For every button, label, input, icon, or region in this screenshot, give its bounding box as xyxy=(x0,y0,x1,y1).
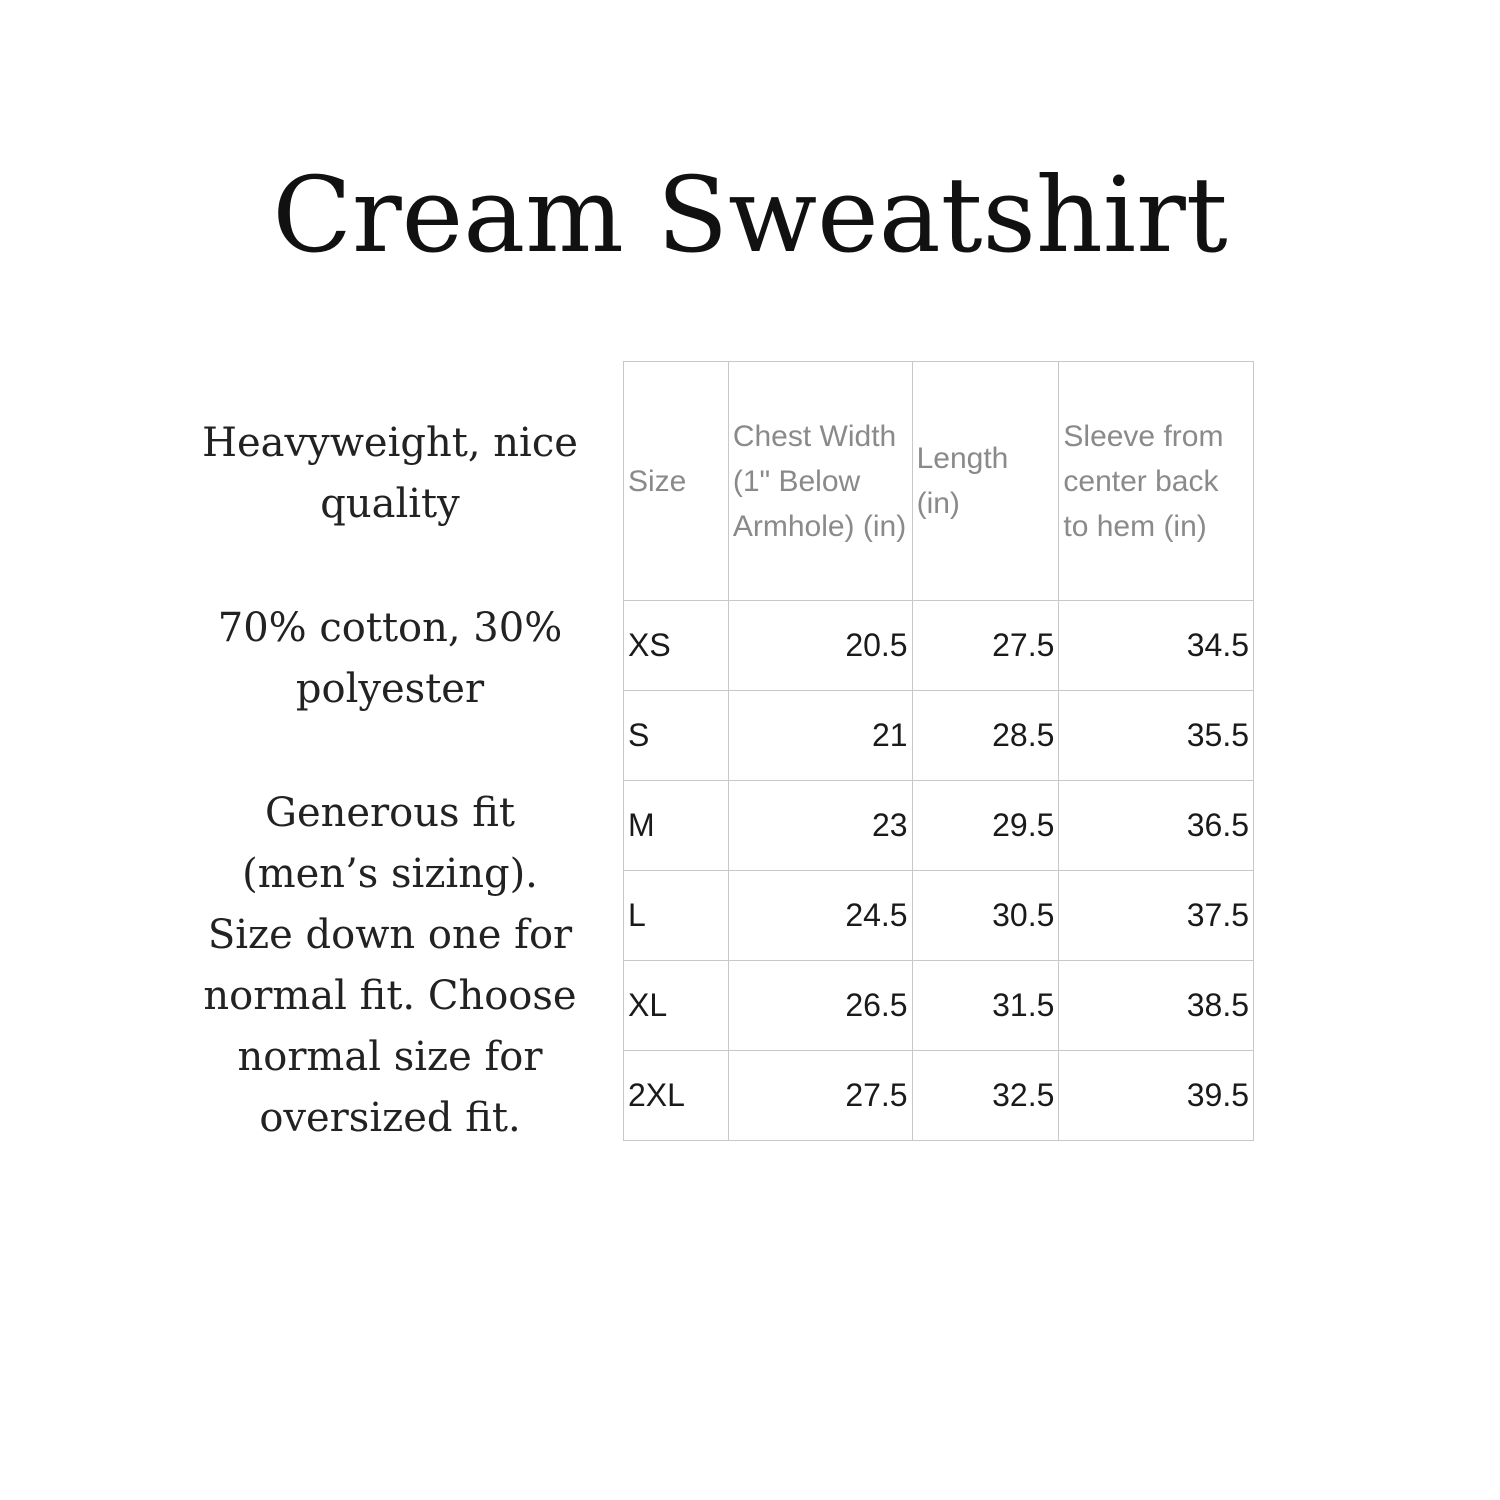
length-cell: 31.5 xyxy=(912,961,1059,1051)
sleeve-cell: 35.5 xyxy=(1059,691,1254,781)
table-row xyxy=(624,691,1254,781)
sleeve-cell: 37.5 xyxy=(1059,871,1254,961)
header-length: Length (in) xyxy=(912,362,1059,601)
chest-cell: 26.5 xyxy=(728,961,912,1051)
length-cell: 30.5 xyxy=(912,871,1059,961)
sleeve-cell: 38.5 xyxy=(1059,961,1254,1051)
sleeve-cell: 39.5 xyxy=(1059,1051,1254,1141)
length-cell: 28.5 xyxy=(912,691,1059,781)
table-row xyxy=(624,601,1254,691)
size-cell: S xyxy=(624,691,729,781)
header-sleeve: Sleeve from center back to hem (in) xyxy=(1059,362,1254,601)
description-fit: Generous fit (men’s sizing). Size down one for normal fit. Choose normal size for oversized fit. xyxy=(203,790,577,1141)
size-cell: XS xyxy=(624,601,729,691)
chest-cell: 20.5 xyxy=(728,601,912,691)
page-title: Cream Sweatshirt xyxy=(272,154,1228,276)
size-cell: L xyxy=(624,871,729,961)
chest-cell: 24.5 xyxy=(728,871,912,961)
header-size: Size xyxy=(624,362,729,601)
chest-cell: 27.5 xyxy=(728,1051,912,1141)
table-row xyxy=(624,871,1254,961)
size-chart-table xyxy=(623,361,1254,1141)
length-cell: 29.5 xyxy=(912,781,1059,871)
sleeve-cell: 34.5 xyxy=(1059,601,1254,691)
length-cell: 27.5 xyxy=(912,601,1059,691)
description-material: 70% cotton, 30% polyester xyxy=(217,605,563,712)
sleeve-cell: 36.5 xyxy=(1059,781,1254,871)
size-cell: XL xyxy=(624,961,729,1051)
header-chest-width: Chest Width (1" Below Armhole) (in) xyxy=(728,362,912,601)
size-cell: 2XL xyxy=(624,1051,729,1141)
table-row xyxy=(624,961,1254,1051)
description-quality: Heavyweight, nice quality xyxy=(202,420,578,527)
table-row xyxy=(624,1051,1254,1141)
table-header-row xyxy=(624,362,1254,601)
table-row xyxy=(624,781,1254,871)
size-cell: M xyxy=(624,781,729,871)
chest-cell: 23 xyxy=(728,781,912,871)
product-description xyxy=(200,413,580,1149)
length-cell: 32.5 xyxy=(912,1051,1059,1141)
chest-cell: 21 xyxy=(728,691,912,781)
